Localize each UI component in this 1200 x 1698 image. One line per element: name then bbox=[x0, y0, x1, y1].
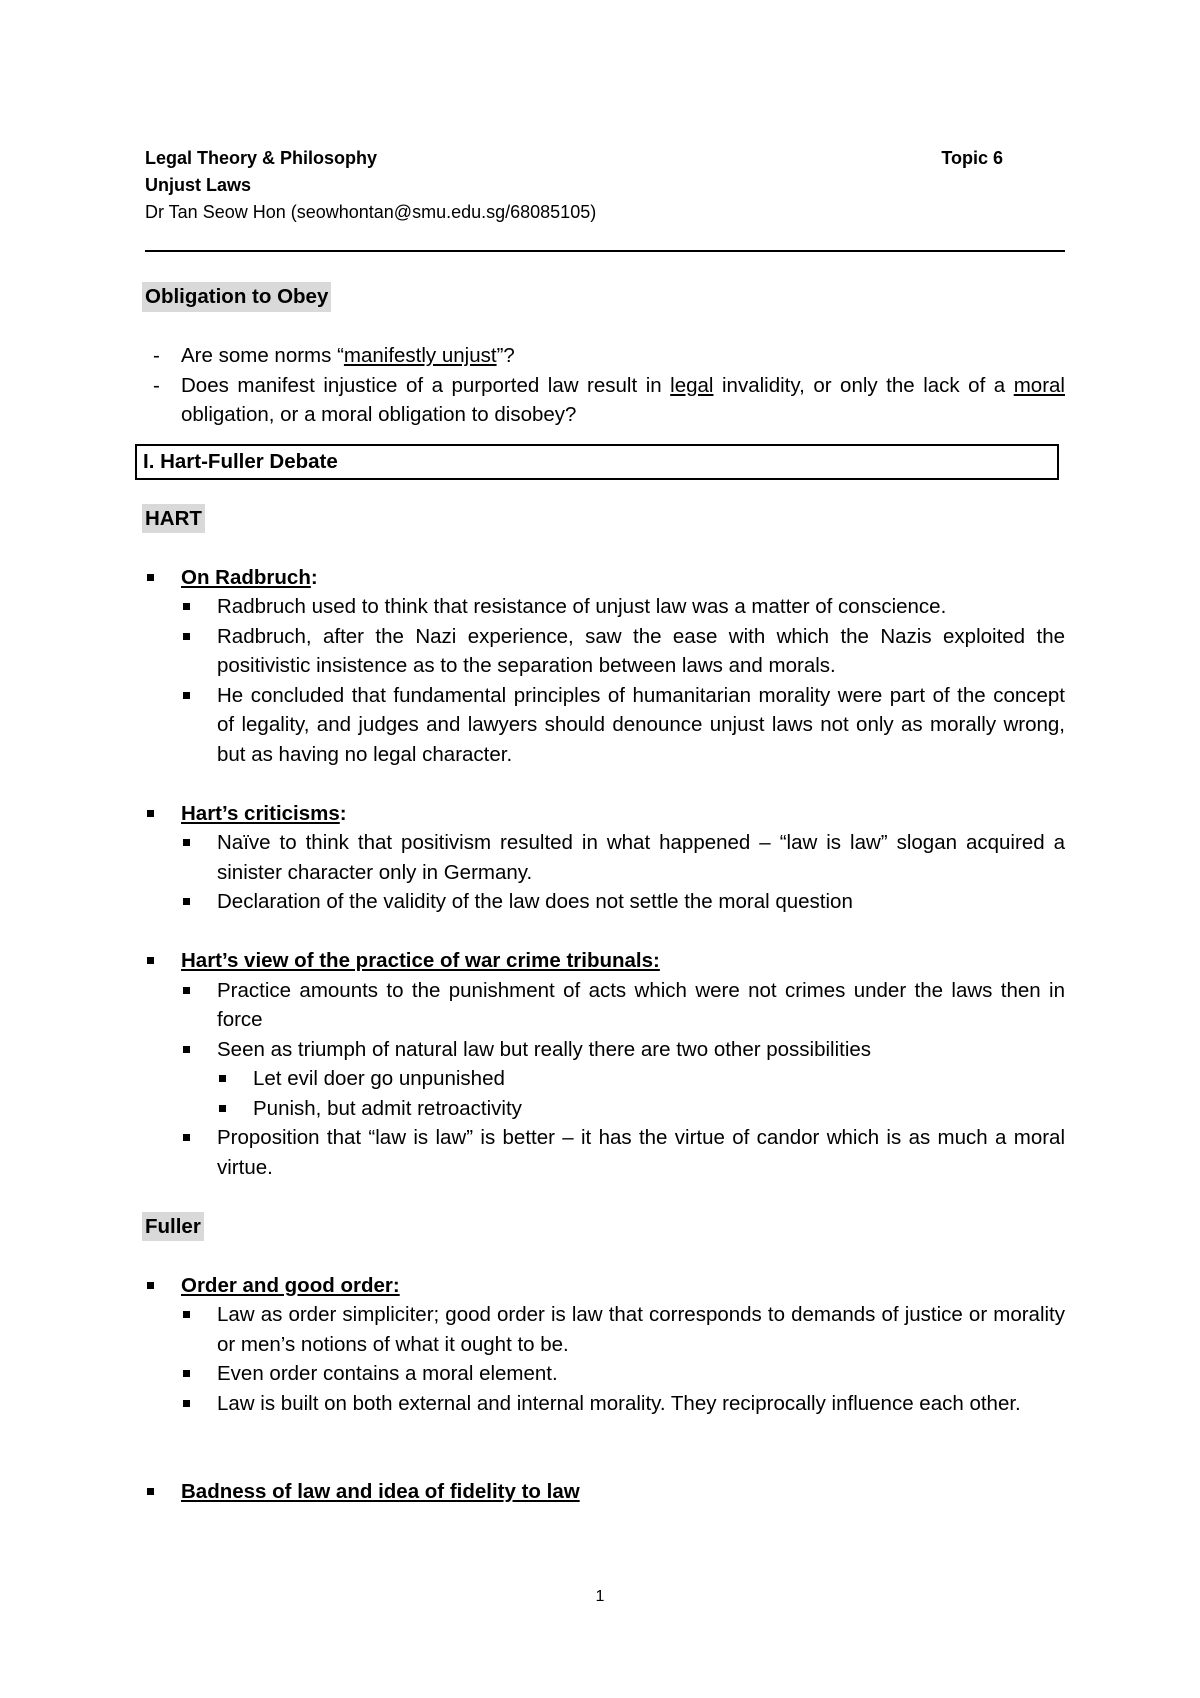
obligation-heading: Obligation to Obey bbox=[142, 282, 331, 312]
list-item: Practice amounts to the punishment of acts which were not crimes under the laws then in force bbox=[145, 976, 1065, 1035]
section-heading-box: I. Hart-Fuller Debate bbox=[135, 444, 1059, 480]
list-item-order-good-order: Order and good order: Law as order simpliciter; good order is law that corresponds to demands of justice or morality or men’s notions of what it ought to be. Even order contains a moral element. Law is built on both external and internal morality. They reciprocally influence each other. bbox=[145, 1271, 1065, 1419]
lecturer-line: Dr Tan Seow Hon (seowhontan@smu.edu.sg/68085105) bbox=[145, 202, 597, 222]
list-item-harts-criticisms: Hart’s criticisms: Naïve to think that positivism resulted in what happened – “law is law” slogan acquired a sinister character only in Germany. Declaration of the validity of the law does not settle the moral question bbox=[145, 799, 1065, 917]
square-bullet-icon bbox=[183, 692, 190, 699]
list-item: Radbruch used to think that resistance of unjust law was a matter of conscience. bbox=[145, 592, 1065, 622]
square-bullet-icon bbox=[183, 987, 190, 994]
square-bullet-icon bbox=[183, 633, 190, 640]
document-body bbox=[145, 282, 1065, 1507]
square-bullet-icon bbox=[183, 898, 190, 905]
square-bullet-icon bbox=[147, 1488, 154, 1495]
list-item: Even order contains a moral element. bbox=[145, 1359, 1065, 1389]
list-item: Declaration of the validity of the law does not settle the moral question bbox=[145, 887, 1065, 917]
list-item: Punish, but admit retroactivity bbox=[145, 1094, 1065, 1124]
question-1: - Are some norms “manifestly unjust”? bbox=[145, 341, 1065, 371]
list-item: Proposition that “law is law” is better – it has the virtue of candor which is as much a moral virtue. bbox=[145, 1123, 1065, 1182]
page-number: 1 bbox=[595, 1588, 605, 1605]
square-bullet-icon bbox=[147, 810, 154, 817]
hart-heading: HART bbox=[142, 504, 205, 534]
list-item: Law is built on both external and internal morality. They reciprocally influence each other. bbox=[145, 1389, 1065, 1419]
list-item: Law as order simpliciter; good order is law that corresponds to demands of justice or morality or men’s notions of what it ought to be. bbox=[145, 1300, 1065, 1359]
square-bullet-icon bbox=[183, 839, 190, 846]
topic-number: Topic 6 bbox=[941, 148, 1003, 168]
square-bullet-icon bbox=[147, 1282, 154, 1289]
list-item: Radbruch, after the Nazi experience, saw the ease with which the Nazis exploited the positivistic insistence as to the separation between laws and morals. bbox=[145, 622, 1065, 681]
square-bullet-icon bbox=[183, 1311, 190, 1318]
course-title: Legal Theory & Philosophy bbox=[145, 148, 378, 168]
list-item: Seen as triumph of natural law but really there are two other possibilities Let evil doer go unpunished Punish, but admit retroactivity bbox=[145, 1035, 1065, 1124]
fuller-heading: Fuller bbox=[142, 1212, 204, 1242]
square-bullet-icon bbox=[183, 603, 190, 610]
square-bullet-icon bbox=[183, 1370, 190, 1377]
list-item: Naïve to think that positivism resulted in what happened – “law is law” slogan acquired a sinister character only in Germany. bbox=[145, 828, 1065, 887]
square-bullet-icon bbox=[147, 957, 154, 964]
list-item-war-crime-tribunals: Hart’s view of the practice of war crime tribunals: Practice amounts to the punishment of acts which were not crimes under the laws then in force Seen as triumph of natural law but really there are two other possibilities Let evil doer go unpunished Punish, but admit retroactivity Proposition that “law is law” is better – it has the virtue of candor which is as much a moral virtue. bbox=[145, 946, 1065, 1182]
header-rule bbox=[145, 250, 1065, 252]
dash-marker: - bbox=[153, 344, 160, 367]
document-header bbox=[145, 145, 1065, 226]
list-item: He concluded that fundamental principles of humanitarian morality were part of the concept of legality, and judges and lawyers should denounce unjust laws not only as morally wrong, but as having no legal character. bbox=[145, 681, 1065, 770]
square-bullet-icon bbox=[219, 1105, 226, 1112]
dash-marker: - bbox=[153, 373, 160, 397]
question-2: - Does manifest injustice of a purported law result in legal invalidity, or only the lack of a moral obligation, or a moral obligation to disobey? bbox=[145, 371, 1065, 430]
list-item: Let evil doer go unpunished bbox=[145, 1064, 1065, 1094]
square-bullet-icon bbox=[219, 1075, 226, 1082]
square-bullet-icon bbox=[183, 1046, 190, 1053]
square-bullet-icon bbox=[183, 1134, 190, 1141]
square-bullet-icon bbox=[147, 574, 154, 581]
square-bullet-icon bbox=[183, 1400, 190, 1407]
list-item-badness-of-law: Badness of law and idea of fidelity to law bbox=[145, 1477, 1065, 1507]
document-subtitle: Unjust Laws bbox=[145, 175, 252, 195]
list-item-radbruch: On Radbruch: Radbruch used to think that resistance of unjust law was a matter of conscience. Radbruch, after the Nazi experience, saw the ease with which the Nazis exploited the positivistic insistence as to the separation between laws and morals. He concluded that fundamental principles of humanitarian morality were part of the concept of legality, and judges and lawyers should denounce unjust laws not only as morally wrong, but as having no legal character. bbox=[145, 563, 1065, 770]
